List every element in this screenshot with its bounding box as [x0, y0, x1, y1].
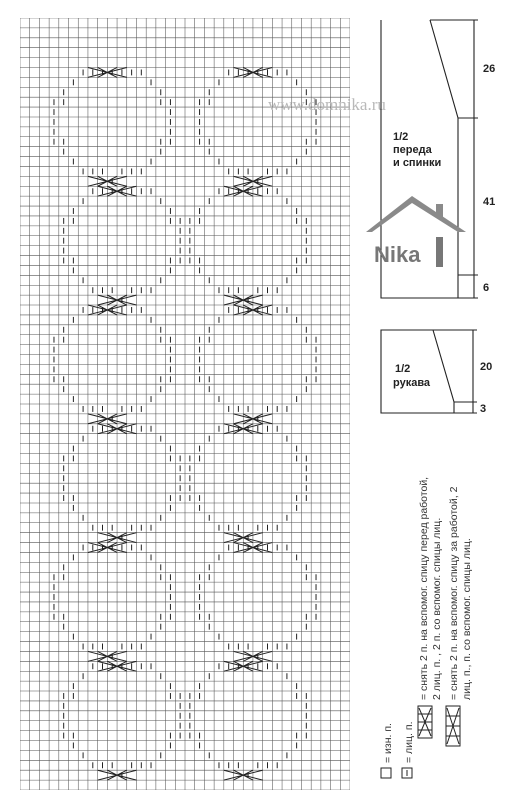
legend-text-cross-right-2: лиц. п., п. со вспомог. спицы лиц. [461, 538, 473, 700]
knitting-chart [20, 18, 350, 790]
legend-symbol-dash-square-icon [402, 768, 412, 778]
sleeve-schema-title-1: 1/2 [395, 363, 411, 375]
legend-symbol-empty-square-icon [381, 768, 391, 778]
body-schema [381, 20, 478, 298]
sleeve-schema [381, 330, 477, 413]
chart-grid [20, 18, 350, 790]
legend-text-purl: = изн. п. [382, 723, 394, 763]
legend-text-cross-right-1: = снять 2 п. на вспомог. спицу за работой, 2 [448, 486, 460, 700]
legend-text-cross-left-2: 2 лиц. п. , 2 п. со вспомог. спицы лиц. [431, 517, 443, 700]
body-dim-middle: 41 [483, 196, 496, 208]
legend-text-knit: = лиц. п. [403, 721, 415, 763]
sleeve-dimension-line [433, 330, 477, 413]
watermark-text: www.domnika.ru [268, 95, 386, 114]
nika-logo [366, 196, 466, 267]
body-schema-title-3: и спинки [393, 157, 442, 169]
legend-symbol-cross-left-icon [418, 706, 432, 738]
body-dimension-line [381, 20, 478, 298]
legend-text-cross-left-1: = снять 2 п. на вспомог. спицу перед работой, [418, 476, 430, 700]
sleeve-schema-outline [381, 330, 454, 413]
logo-chimney-icon [436, 204, 443, 218]
logo-text: Nika [374, 242, 421, 267]
body-schema-title-1: 1/2 [393, 131, 409, 143]
body-schema-title-2: переда [393, 144, 432, 156]
logo-roof-icon [366, 196, 466, 232]
body-dim-bottom: 6 [483, 282, 490, 294]
logo-bar-icon [436, 237, 443, 267]
body-dim-top: 26 [483, 63, 496, 75]
sleeve-dim-bottom: 3 [480, 403, 487, 415]
sleeve-dim-top: 20 [480, 361, 493, 373]
legend [381, 477, 473, 778]
sleeve-schema-title-2: рукава [393, 377, 431, 389]
legend-symbol-cross-right-icon [446, 706, 460, 746]
body-schema-outline [381, 20, 458, 298]
